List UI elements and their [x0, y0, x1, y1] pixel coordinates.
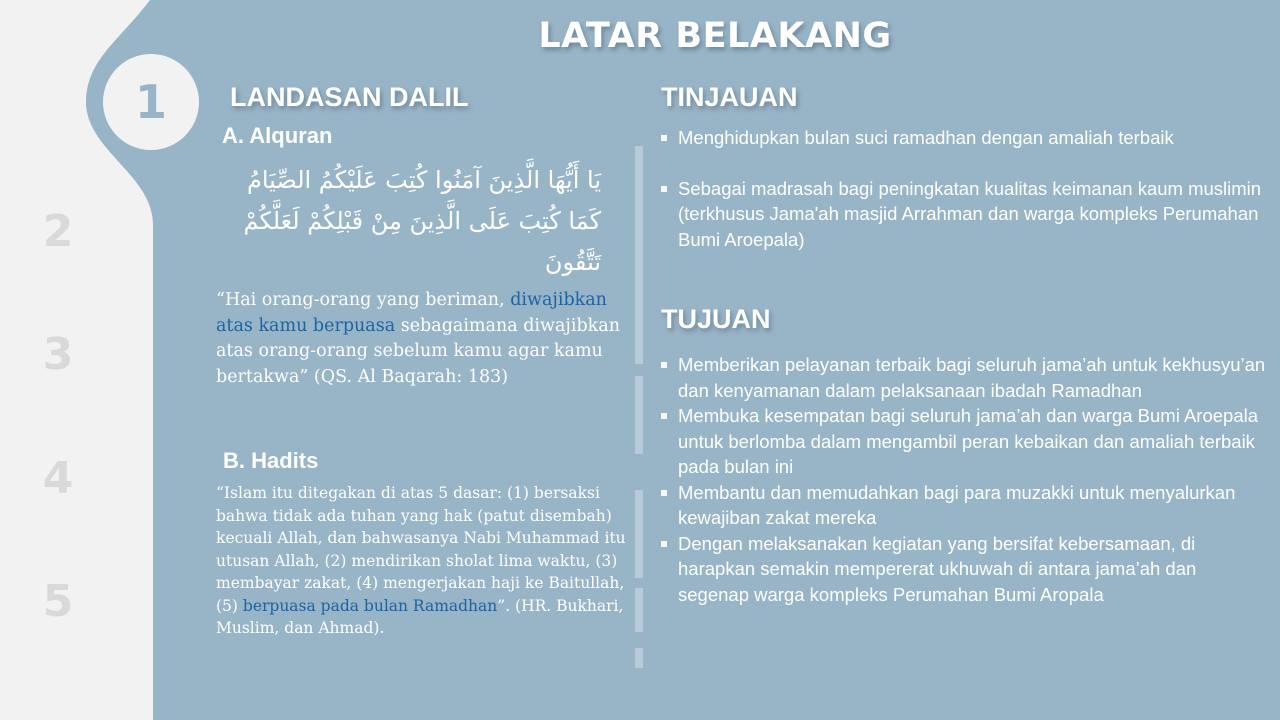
- hadits-text-pre: “Islam itu ditegakan di atas 5 dasar: (1) bersaksi bahwa tidak ada tuhan yang hak (patut disembah) kecuali Allah, dan bahwasanya Nabi Muhammad itu utusan Allah, (2) mendirikan sholat lima waktu, (3) membayar zakat, (4) mengerjakan haji ke Baitullah, (5): [216, 484, 626, 615]
- column-divider-segment: [635, 376, 643, 454]
- step-navigation: [0, 0, 200, 720]
- step-4[interactable]: 4: [42, 453, 74, 504]
- quran-translation-post: sebagaimana diwajibkan atas orang-orang sebelum kamu agar kamu bertakwa” (QS. Al Baqarah: 183): [216, 315, 620, 387]
- quran-translation-pre: “Hai orang-orang yang beriman,: [216, 290, 511, 310]
- step-5[interactable]: 5: [42, 576, 74, 627]
- hadits-text-highlight: berpuasa pada bulan Ramadhan: [242, 596, 498, 615]
- hadits-text: [216, 482, 626, 640]
- step-2[interactable]: 2: [42, 206, 74, 257]
- tinjauan-heading: TINJAUAN: [661, 82, 798, 112]
- page-title: LATAR BELAKANG: [538, 16, 892, 56]
- tujuan-list: [660, 352, 1270, 607]
- column-divider-segment: [635, 490, 643, 578]
- quran-translation: [216, 288, 626, 390]
- hadits-subheading: B. Hadits: [223, 448, 319, 473]
- tinjauan-item: Sebagai madrasah bagi peningkatan kualitas keimanan kaum muslimin (terkhusus Jama'ah masjid Arrahman dan warga kompleks Perumahan Bumi Aroepala): [660, 176, 1270, 253]
- landasan-dalil-heading: LANDASAN DALIL: [230, 82, 469, 112]
- quran-translation-highlight: diwajibkan atas kamu berpuasa: [216, 290, 607, 336]
- tujuan-item: Membantu dan memudahkan bagi para muzakki untuk menyalurkan kewajiban zakat mereka: [660, 480, 1270, 531]
- step-3[interactable]: 3: [42, 329, 74, 380]
- tujuan-item: Membuka kesempatan bagi seluruh jama’ah dan warga Bumi Aroepala untuk berlomba dalam mengambil peran kebaikan dan amaliah terbaik pada bulan ini: [660, 403, 1270, 480]
- column-divider-segment: [635, 648, 643, 668]
- tujuan-heading: TUJUAN: [661, 304, 771, 334]
- tinjauan-item: Menghidupkan bulan suci ramadhan dengan amaliah terbaik: [660, 125, 1270, 151]
- quran-arabic-verse: يَا أَيُّهَا الَّذِينَ آمَنُوا كُتِبَ عَلَيْكُمُ الصِّيَامُ كَمَا كُتِبَ عَلَى الَّذِينَ مِنْ قَبْلِكُمْ لَعَلَّكُمْ تَتَّقُونَ: [243, 166, 601, 276]
- column-divider-segment: [635, 146, 643, 364]
- tujuan-item: Memberikan pelayanan terbaik bagi seluruh jama’ah untuk kekhusyu’an dan kenyamanan dalam pelaksanaan ibadah Ramadhan: [660, 352, 1270, 403]
- alquran-subheading: A. Alquran: [222, 123, 333, 148]
- column-divider-segment: [635, 588, 643, 632]
- step-number-1: 1: [134, 75, 167, 129]
- tinjauan-list: [660, 125, 1270, 252]
- hadits-text-post: ”. (HR. Bukhari, Muslim, dan Ahmad).: [216, 596, 624, 637]
- step-1-active-indicator[interactable]: [103, 54, 199, 150]
- tujuan-item: Dengan melaksanakan kegiatan yang bersifat kebersamaan, di harapkan semakin mempererat ukhuwah di antara jama’ah dan segenap warga kompleks Perumahan Bumi Aropala: [660, 531, 1270, 608]
